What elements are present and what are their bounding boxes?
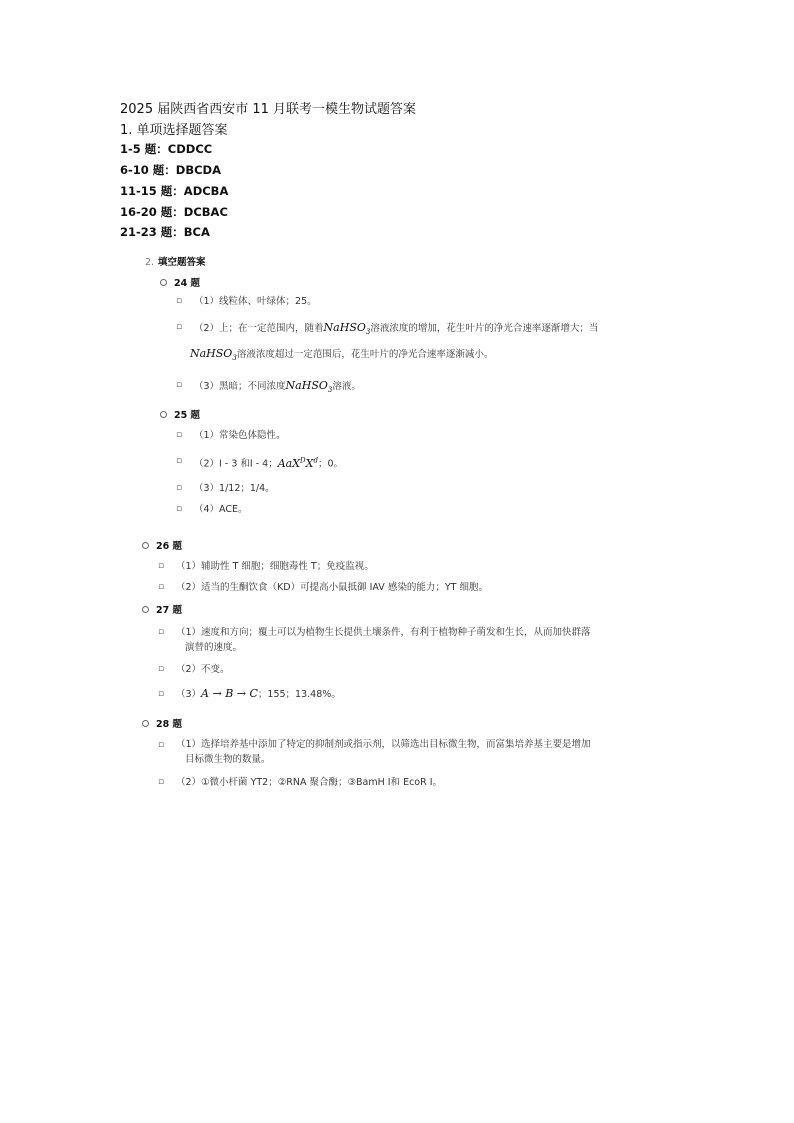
bullet-square: ▫ (158, 561, 165, 571)
question-26-label: 26 题 (156, 541, 183, 552)
formula-energy-flow: A → B → C (201, 687, 258, 700)
bullet-square: ▫ (158, 582, 165, 592)
bullet-square: ▫ (176, 430, 183, 440)
bullet-square: ▫ (176, 380, 183, 390)
formula-nahso3: NaHSO$_3$ (285, 379, 333, 395)
bullet-circle (142, 606, 149, 613)
q27-item-1: （1）速度和方向；覆土可以为植物生长提供土壤条件，有利于植物种子萌发和生长，从而加快群落 (176, 627, 591, 638)
bullet-square: ▫ (176, 483, 183, 493)
answer-line: 1-5 题：CDDCC (120, 142, 213, 156)
q26-item-2: （2）适当的生酮饮食（KD）可提高小鼠抵御 IAV 感染的能力；YT 细胞。 (176, 582, 488, 593)
bullet-square: ▫ (176, 504, 183, 514)
q25-item-1: （1）常染色体隐性。 (194, 430, 286, 441)
q28-item-1-cont: 目标微生物的数量。 (185, 754, 271, 765)
question-24-label: 24 题 (174, 278, 201, 289)
section-1-heading: 1. 单项选择题答案 (120, 123, 228, 138)
q25-item-3: （3）1/12；1/4。 (194, 483, 275, 494)
bullet-circle (142, 720, 149, 727)
bullet-square: ▫ (158, 627, 165, 637)
question-25-label: 25 题 (174, 410, 201, 421)
bullet-square: ▫ (176, 296, 183, 306)
q28-item-1: （1）选择培养基中添加了特定的抑制剂或指示剂，以筛选出目标微生物，而富集培养基主要是增加 (176, 739, 591, 750)
question-28-label: 28 题 (156, 719, 183, 730)
q27-item-1-cont: 演替的速度。 (185, 642, 243, 653)
bullet-square: ▫ (158, 664, 165, 674)
q25-item-4: （4）ACE。 (194, 504, 248, 515)
bullet-circle (142, 542, 149, 549)
question-27-label: 27 题 (156, 605, 183, 616)
bullet-square: ▫ (158, 689, 165, 699)
bullet-square: ▫ (158, 777, 165, 787)
q27-item-2: （2）不变。 (176, 664, 230, 675)
q28-item-2: （2）①微小杆菌 YT2；②RNA 聚合酶；③BamH Ⅰ和 EcoR Ⅰ。 (176, 777, 443, 788)
document-title: 2025 届陕西省西安市 11 月联考一模生物试题答案 (120, 102, 417, 117)
q26-item-1: （1）辅助性 T 细胞；细胞毒性 T；免疫监视。 (176, 561, 374, 572)
answer-line: 11-15 题：ADCBA (120, 184, 229, 198)
bullet-circle (160, 279, 167, 286)
q24-item-2-cont: NaHSO$_3$溶液浓度超过一定范围后，花生叶片的净光合速率逐渐减小。 (190, 347, 494, 363)
answer-line: 16-20 题：DCBAC (120, 205, 228, 219)
q24-item-2: （2）上；在一定范围内，随着NaHSO$_3$溶液浓度的增加，花生叶片的净光合速率逐渐增大；当 (194, 321, 599, 337)
bullet-square: ▫ (158, 740, 165, 750)
q24-item-1: （1）线粒体、叶绿体；25。 (194, 296, 317, 307)
formula-nahso3: NaHSO$_3$ (190, 347, 237, 363)
bullet-square: ▫ (176, 456, 183, 466)
bullet-circle (160, 411, 167, 418)
answer-line: 6-10 题：DBCDA (120, 163, 221, 177)
formula-nahso3: NaHSO$_3$ (323, 321, 371, 337)
q24-item-3: （3）黑暗；不同浓度NaHSO$_3$溶液。 (194, 379, 361, 395)
q27-item-3: （3）A → B → C；155；13.48%。 (176, 687, 341, 700)
answer-line: 21-23 题：BCA (120, 225, 210, 239)
formula-genotype: $AaX^DX^d$ (277, 456, 318, 470)
q25-item-2: （2）Ⅰ - 3 和Ⅰ - 4；$AaX^DX^d$；0。 (194, 456, 344, 470)
section-2-heading: 2. 填空题答案 (145, 257, 206, 268)
bullet-square: ▫ (176, 322, 183, 332)
